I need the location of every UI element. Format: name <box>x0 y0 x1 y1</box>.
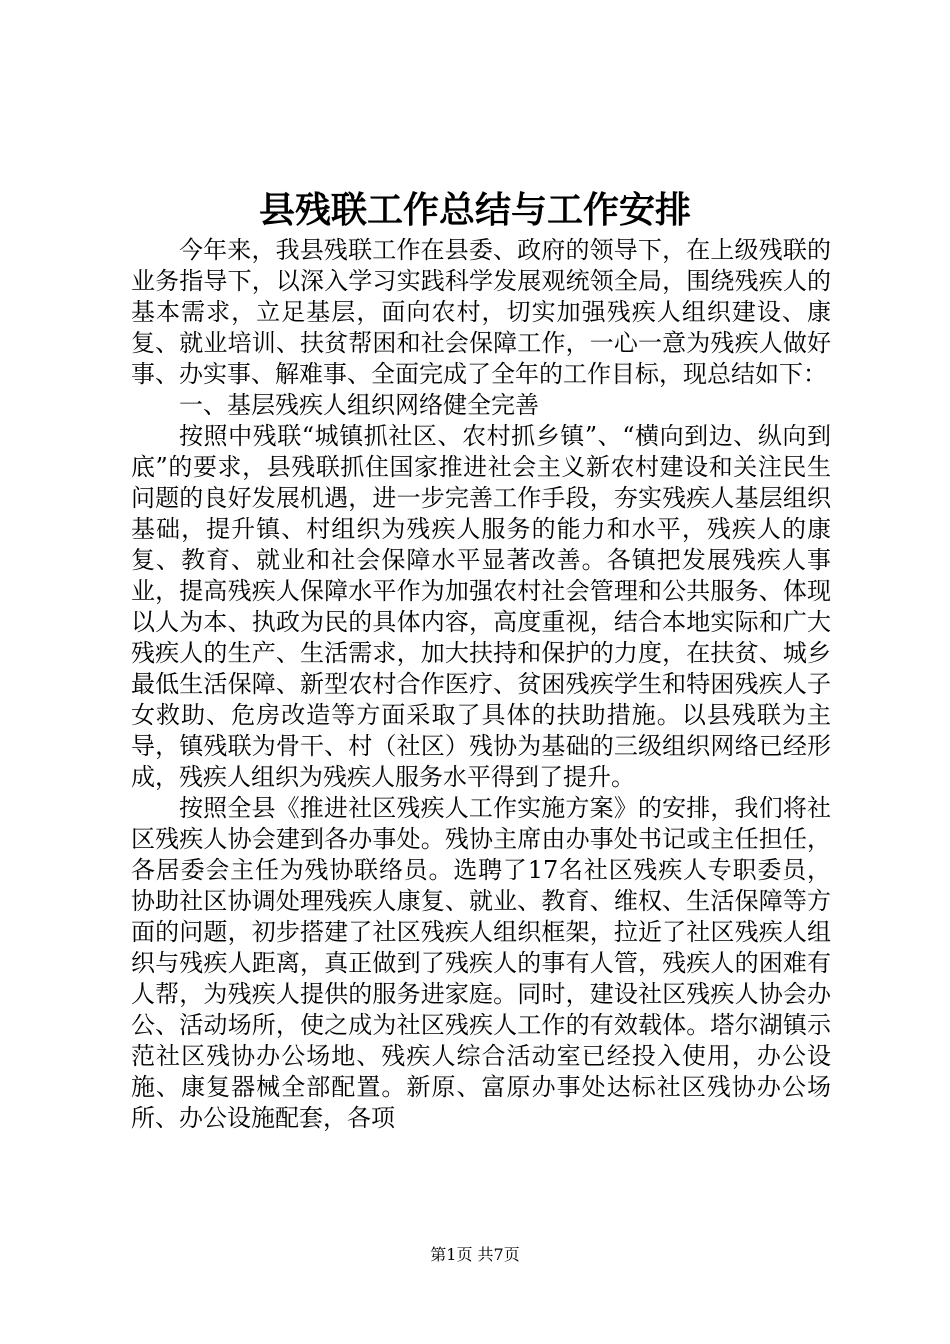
document-title: 县残联工作总结与工作安排 <box>258 189 691 231</box>
paragraph-intro: 今年来，我县残联工作在县委、政府的领导下，在上级残联的业务指导下，以深入学习实践科学发展观统领全局，围绕残疾人的基本需求，立足基层，面向农村，切实加强残疾人组织建设、康复、就业培训、扶贫帮困和社会保障工作，一心一意为残疾人做好事、办实事、解难事、全面完成了全年的工作目标，现总结如下： <box>131 236 831 388</box>
paragraph-organization: 按照中残联“城镇抓社区、农村抓乡镇”、“横向到边、纵向到底”的要求，县残联抓住国家推进社会主义新农村建设和关注民生问题的良好发展机遇，进一步完善工作手段，夯实残疾人基层组织基础，提升镇、村组织为残疾人服务的能力和水平，残疾人的康复、教育、就业和社会保障水平显著改善。各镇把发展残疾人事业，提高残疾人保障水平作为加强农村社会管理和公共服务、体现以人为本、执政为民的具体内容，高度重视，结合本地实际和广大残疾人的生产、生活需求，加大扶持和保护的力度，在扶贫、城乡最低生活保障、新型农村合作医疗、贫困残疾学生和特困残疾人子女救助、危房改造等方面采取了具体的扶助措施。以县残联为主导，镇残联为骨干、村（社区）残协为基础的三级组织网络已经形成，残疾人组织为残疾人服务水平得到了提升。 <box>131 422 831 791</box>
section-heading-1: 一、基层残疾人组织网络健全完善 <box>179 391 539 419</box>
page-number-footer: 第1页 共7页 <box>430 1245 520 1264</box>
document-body <box>131 235 831 1134</box>
paragraph-community: 按照全县《推进社区残疾人工作实施方案》的安排，我们将社区残疾人协会建到各办事处。残协主席由办事处书记或主任担任，各居委会主任为残协联络员。选聘了17名社区残疾人专职委员，协助社区协调处理残疾人康复、就业、教育、维权、生活保障等方面的问题，初步搭建了社区残疾人组织框架，拉近了社区残疾人组织与残疾人距离，真正做到了残疾人的事有人管，残疾人的困难有人帮，为残疾人提供的服务进家庭。同时，建设社区残疾人协会办公、活动场所，使之成为社区残疾人工作的有效载体。塔尔湖镇示范社区残协办公场地、残疾人综合活动室已经投入使用，办公设施、康复器械全部配置。新原、富原办事处达标社区残协办公场所、办公设施配套，各项 <box>131 794 831 1132</box>
